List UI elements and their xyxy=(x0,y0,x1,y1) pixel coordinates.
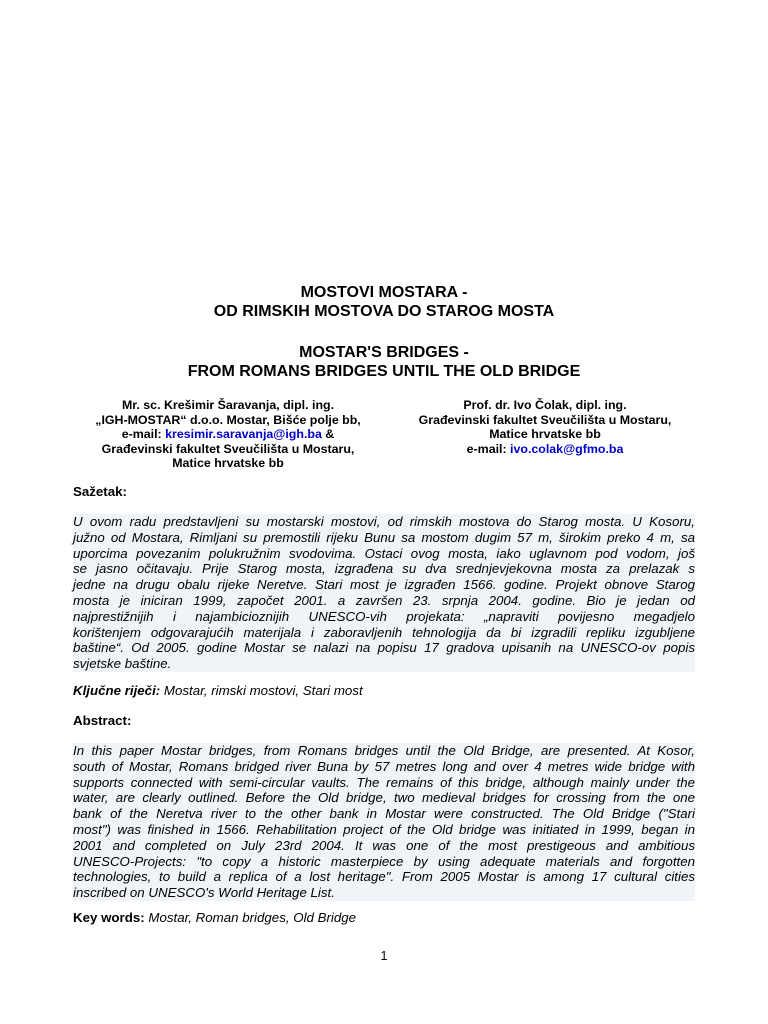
abstract-line: In this paper Mostar bridges, from Romans bridges until the Old Bridge, are presented. At Kosor, xyxy=(73,743,695,758)
sazetak-line: se jasno očitavaju. Prije Starog mosta, izgrađena su dva srednjevjekovna mosta za prelazak s xyxy=(73,561,695,577)
sazetak-line: mosta je iniciran 1999, započet 2001. a završen 23. srpnja 2004. godine. Bio je jedan od xyxy=(73,592,695,608)
author-name: Prof. dr. Ivo Čolak, dipl. ing. xyxy=(463,398,627,412)
sazetak-line: jedne na drugu obalu rijeke Neretve. Stari most je izgrađen 1566. godine. Projekt obnove Starog xyxy=(73,577,695,593)
sazetak-line: južno od Mostara, Rimljani su premostili rijeku Bunu sa mostom dugim 57 m, širokim preko 4 m, sa xyxy=(73,529,695,545)
kljucne-rijeci-label: Ključne riječi: xyxy=(73,683,161,698)
author-affiliation: „IGH-MOSTAR“ d.o.o. Mostar, Bišće polje bb, xyxy=(95,412,361,427)
author-email-line xyxy=(386,442,704,457)
abstract-heading: Abstract: xyxy=(73,713,132,728)
sazetak-paragraph xyxy=(73,514,695,672)
author-address: Matice hrvatske bb xyxy=(489,427,601,442)
sazetak-line: najprestižnijih i najambicioznijih UNESCO-vih projekata: „napraviti povijesno megadjelo xyxy=(73,608,695,624)
abstract-line: inscribed on UNESCO's World Heritage List. xyxy=(73,885,335,901)
abstract-line: UNESCO-Projects: "to copy a historic masterpiece by using adequate materials and forgotten xyxy=(73,853,695,869)
abstract-line: south of Mostar, Romans bridged river Buna by 57 metres long and over 4 metres wide bridge with xyxy=(73,758,695,774)
email-suffix: & xyxy=(321,427,335,442)
email-label: e-mail: xyxy=(466,441,511,456)
abstract-line: most") was finished in 1566. Rehabilitation project of the Old bridge was initiated in 1999, began in xyxy=(73,821,695,837)
abstract-line: bank of the Neretva river to the other bank in Mostar were constructed. The Old Bridge ("Stari xyxy=(73,806,695,822)
author-affiliation-2: Građevinski fakultet Sveučilišta u Mostaru, xyxy=(101,441,355,456)
title-croatian xyxy=(73,283,695,321)
sazetak-line: uporcima povezanim polukružnim svodovima. Ostaci ovog mosta, iako uglavnom pod vodom, još xyxy=(73,545,695,561)
author-address: Matice hrvatske bb xyxy=(172,456,284,471)
abstract-line: technologies, to build a replica of a lost heritage". From 2005 Mostar is among 17 cultural cities xyxy=(73,869,695,885)
title-english-line-1: MOSTAR'S BRIDGES - xyxy=(299,344,469,361)
email-label: e-mail: xyxy=(121,427,166,442)
abstract-paragraph xyxy=(73,743,695,901)
author-email-link[interactable]: ivo.colak@gfmo.ba xyxy=(510,441,624,456)
author-block-saravanja xyxy=(73,398,383,471)
title-english-line-2: FROM ROMANS BRIDGES UNTIL THE OLD BRIDGE xyxy=(187,363,581,380)
abstract-line: 2001 and completed on July 23rd 2004. It was one of the most prestigeous and ambitious xyxy=(73,837,695,853)
abstract-line: water, are clearly outlined. Before the Old bridge, two medieval bridges for crossing from the one xyxy=(73,790,695,806)
abstract-line: supports connected with semi-circular vaults. The remains of this bridge, although mainly under the xyxy=(73,774,695,790)
sazetak-heading: Sažetak: xyxy=(73,484,127,499)
kljucne-rijeci xyxy=(73,683,363,699)
page-number: 1 xyxy=(380,949,388,963)
kljucne-rijeci-value: Mostar, rimski mostovi, Stari most xyxy=(160,683,363,698)
title-croatian-line-1: MOSTOVI MOSTARA - xyxy=(300,284,468,301)
title-croatian-line-2: OD RIMSKIH MOSTOVA DO STAROG MOSTA xyxy=(213,303,555,320)
author-name: Mr. sc. Krešimir Šaravanja, dipl. ing. xyxy=(121,398,335,412)
author-affiliation: Građevinski fakultet Sveučilišta u Mostaru, xyxy=(418,412,672,427)
author-email-link[interactable]: kresimir.saravanja@igh.ba xyxy=(165,427,322,442)
sazetak-line: U ovom radu predstavljeni su mostarski mostovi, od rimskih mostova do Starog mosta. U Kosoru, xyxy=(73,514,695,529)
key-words-value: Mostar, Roman bridges, Old Bridge xyxy=(144,910,357,925)
key-words xyxy=(73,910,356,926)
author-email-line xyxy=(73,427,383,442)
sazetak-line: svjetske baštine. xyxy=(73,656,172,672)
sazetak-line: korištenjem odgovarajućih materijala i zaboravljenih tehnologija da bi izgradili repliku izgubljene xyxy=(73,624,695,640)
title-english xyxy=(73,343,695,381)
author-block-colak xyxy=(386,398,704,456)
key-words-label: Key words: xyxy=(73,910,145,925)
sazetak-line: baštine“. Od 2005. godine Mostar se nalazi na popisu 17 gradova upisanih na UNESCO-ov popis xyxy=(73,640,695,656)
